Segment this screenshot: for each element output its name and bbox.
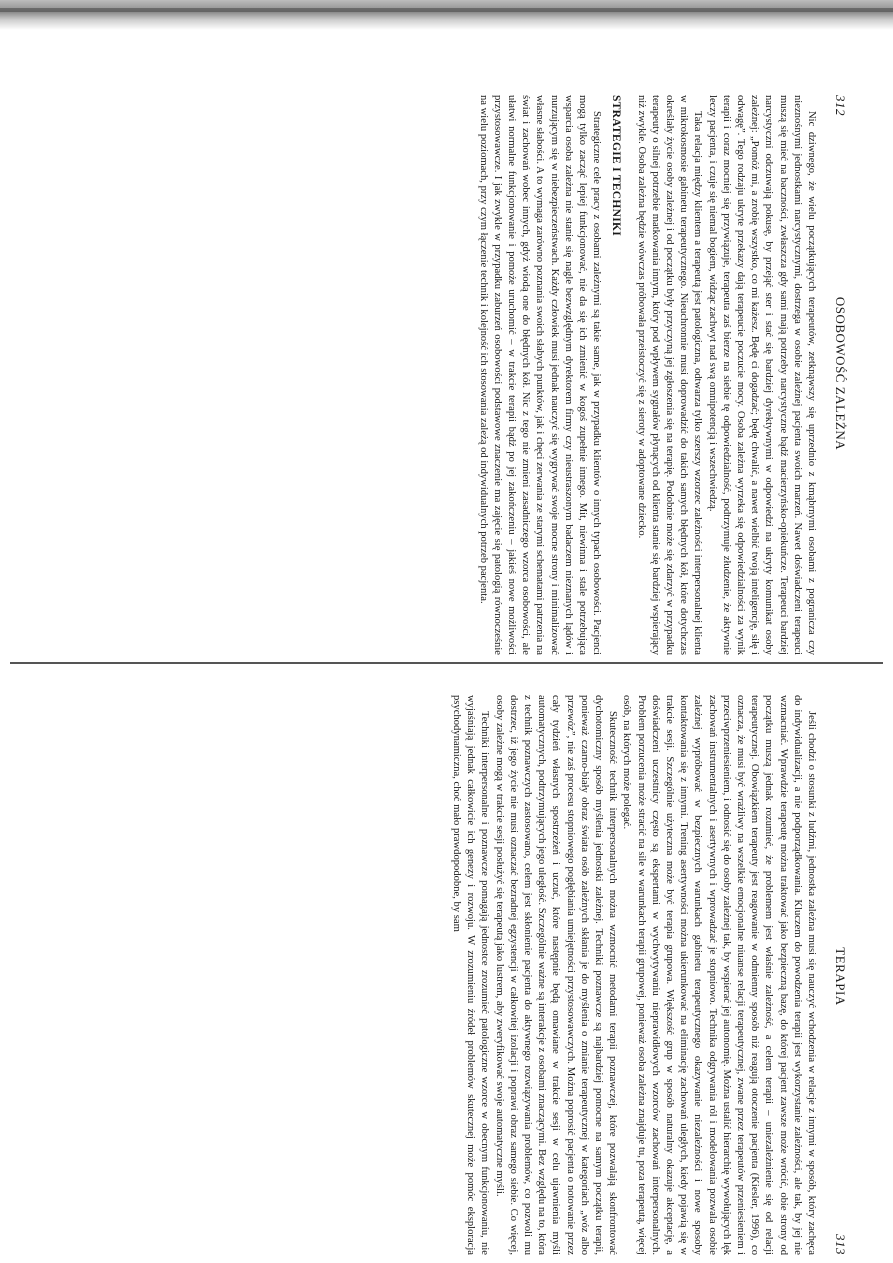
chapter-title: TERAPIA	[833, 947, 848, 1006]
section-heading: STRATEGIE I TECHNIKI	[610, 95, 623, 237]
body-text	[449, 695, 818, 1255]
paragraph: Skuteczność technik interpersonalnych można wzmocnić metodami terapii poznawczej, które pozwalają skonfrontować dychotomiczny sposób myślenia jednostki zależnej. Techniki poznawcze są najbardziej pomocne na samym początku terapii, ponieważ czarno-biały obraz świata osób zależnych skłania je do myślenia o zmianie terapeutycznej w kategoriach „wóz albo przewóz”, nie zaś procesu stopniowego pogłębiania umiejętności przystosowawczych. Można poprosić pacjenta o notowanie przez cały tydzień własnych spostrzeżeń i uczuć, które następnie będą omawiane w trakcie sesji w celu ujawnienia myśli automatycznych, podtrzymujących jego uległość. Szczególnie ważne są interakcje z osobami znaczącymi. Bez względu na to, która z technik poznawczych zastosowano, celem jest skłonienie pacjenta do aktywnego rozwiązywania problemów, co pozwoli mu dostrzec, iż jego życie nie musi oznaczać bezradnej egzystencji w całkowitej izolacji i poprawi obraz samego siebie. Co więcej, osoby zależne mogą w trakcie sesji posłużyć się terapeutą jako lustrem, aby zweryfikować swoje automatyczne myśli.	[493, 695, 619, 1255]
spread-divider	[10, 662, 883, 664]
page-312	[475, 95, 848, 655]
page-number: 312	[833, 95, 848, 116]
paragraph: Strategiczne cele pracy z osobami zależnymi są takie same, jak w przypadku klientów o innych typach osobowości. Pacjenci mogą tylko zacząć lepiej funkcjonować, nie da się ich zmienić w kogoś zupełnie innego. Mit, niewinna i stale potrzebująca wsparcia osoba zależna nie stanie się nagle bezwzględnym dyrektorem firmy czy nieustraszonym badaczem nieznanych lądów i nurzującym się w niebezpieczeństwach. Każdy człowiek musi jednak nauczyć się wygrywać swoje mocne strony i minimalizować własne słabości. A to wymaga zarówno poznania swoich słabych punktów, jak i chęci zerwania ze starymi schematami patrzenia na świat i zachowań wobec innych, gdyż wiodą one do błędnych kół. Nic z tego nie zmieni zasadniczego wzorca osobowości, ale ułatwi normalne funkcjonowanie i pomoże uruchomić – w trakcie terapii bądź po jej zakończeniu – jakieś nowe możliwości przystosowawcze. I jak zwykle w przypadku zaburzeń osobowości podstawowe znaczenie ma zajęcie się patologią równocześnie na wielu poziomach, przy czym łączenie technik i kolejność ich stosowania zależą od indywidualnych potrzeb pacjenta.	[477, 95, 603, 655]
paragraph: Techniki interpersonalne i poznawcze pomagają jednostce zrozumieć patologiczne wzorce w obecnym funkcjonowaniu, nie wyjaśniają jednak całkowicie ich genezy i rozwoju. W zrozumieniu źródeł problemów skutecznej może pomóc eksploracja psychodynamiczna, choć mało prawdopodobne, by sam	[450, 695, 491, 1255]
scan-artifact	[0, 8, 893, 12]
page-number: 313	[833, 1233, 848, 1255]
chapter-title: OSOBOWOŚĆ ZALEŻNA	[833, 296, 848, 451]
scan-edge	[0, 0, 893, 30]
paragraph: Nic dziwnego, że wielu początkujących terapeutów, zetknąwszy się uprzednio z kmąbrnymi osobami z pogranicza czy nieznośnymi jednostkami narcystycznymi, dostrzega w osobie zależnej pacjenta swoich marzeń. Nawet doświadczeni terapeuci muszą się mieć na baczności, zwłaszcza gdy sami mają potrzeby narcystyczne bądź macierzyńsko-opiekuńcze. Terapeuci bardziej narcystyczni odczuwają pokusę, by przejąć ster i stać się bardziej dyrektywnymi w odpowiedzi na ukryty komunikat osoby zależnej: „Pomóż mi, a zrobię wszystko, co mi każesz. Będę ci dogadzać; będę chwalić, a nawet wielbić twoją inteligencję, siłę i odwagę”. Tego rodzaju ukryte przekazy dają terapeucie poczucie mocy. Osoba zależna wyrzeka się odpowiedzialności za wynik terapii i coraz mocniej się przywiązuje, terapeuta zaś bierze na siebie tę odpowiedzialność, podtrzymuje złudzenie, że aktywnie leczy pacjenta, i czuje się niemal bogiem, widząc zachwyt nad swą omnipotencją i wszechwiedzą.	[706, 95, 817, 655]
paragraph: Taka relacja między klientem a terapeutą jest patologiczna, odtwarza tylko szerszy wzorzec zależności interpersonalnej klienta w mikrokosmosie gabinetu terapeutycznego. Nieuchronnie musi doprowadzić do takich samych błędnych kół, które dotychczas określały życie osoby zależnej i od początku były przyczyną jej zgłoszenia się na terapię. Podobnie może się zdarzyć w przypadku terapeuty o silnej potrzebie matkowania innym, który pod wpływem sygnałów płynących od klienta stanie się bardziej wspierający niż zwykle. Osoba zależna będzie wówczas próbowała przeistoczyć się z sieroty w adoptowane dziecko.	[635, 95, 704, 655]
page-313	[449, 695, 848, 1255]
paragraph: Jeśli chodzi o stosunki z ludźmi, jednostka zależna musi się nauczyć wchodzenia w relacje z innymi w sposób, który zachęca do indywidualizacji, a nie podporządkowania. Kluczem do powodzenia terapii jest wykorzystanie zależności, ale tak, by jej nie wzmacniać. Wprawdzie terapeutę można traktować jako bezpieczną bazę, do której pacjent zawsze może wrócić, obie strony od początku muszą jednak rozumieć, że problemem jest właśnie zależność, a celem terapii – uniezależnienie się od relacji terapeutycznej. Obowiązkiem terapeuty jest reagowanie w odmienny sposób niż reagują otoczenie pacjenta (Kiesler, 1996), co oznacza, że musi być wrażliwy na wszelkie emocjonalne niuanse relacji terapeutycznej, zwane przez terapeutów przeniesieniem i przeciwprzeniesieniem, i odnosić się do osoby zależnej tak, by wspierać jej autonomię. Można ustalić hierarchię wywołujących lęk zachowań instrumentalnych i asertywnych i wprowadzać je stopniowo. Technika odgrywania ról i modelowania pozwala osobie zależnej wypróbować w bezpiecznych warunkach gabinetu terapeutycznego okazywanie niezależności i nowe sposoby kontaktowania się z innymi. Trening asertywności można ukierunkować na eliminację zachowań uległych, kiedy pojawią się w trakcie sesji. Szczególnie użyteczna może być terapia grupowa. Większość grup w sposób naturalny okazuje akceptację, a doświadczeni uczestnicy często są ekspertami w wychwytywaniu nieprawidłowych wzorców zachowań interpersonalnych. Problem porzucenia może stracić na sile w warunkach terapii grupowej, ponieważ osoba zależna znajduje tu, poza terapeutą, więcej osób, na których może polegać.	[621, 695, 817, 1255]
running-head	[832, 695, 848, 1255]
running-head	[832, 95, 848, 655]
body-text	[475, 95, 818, 655]
